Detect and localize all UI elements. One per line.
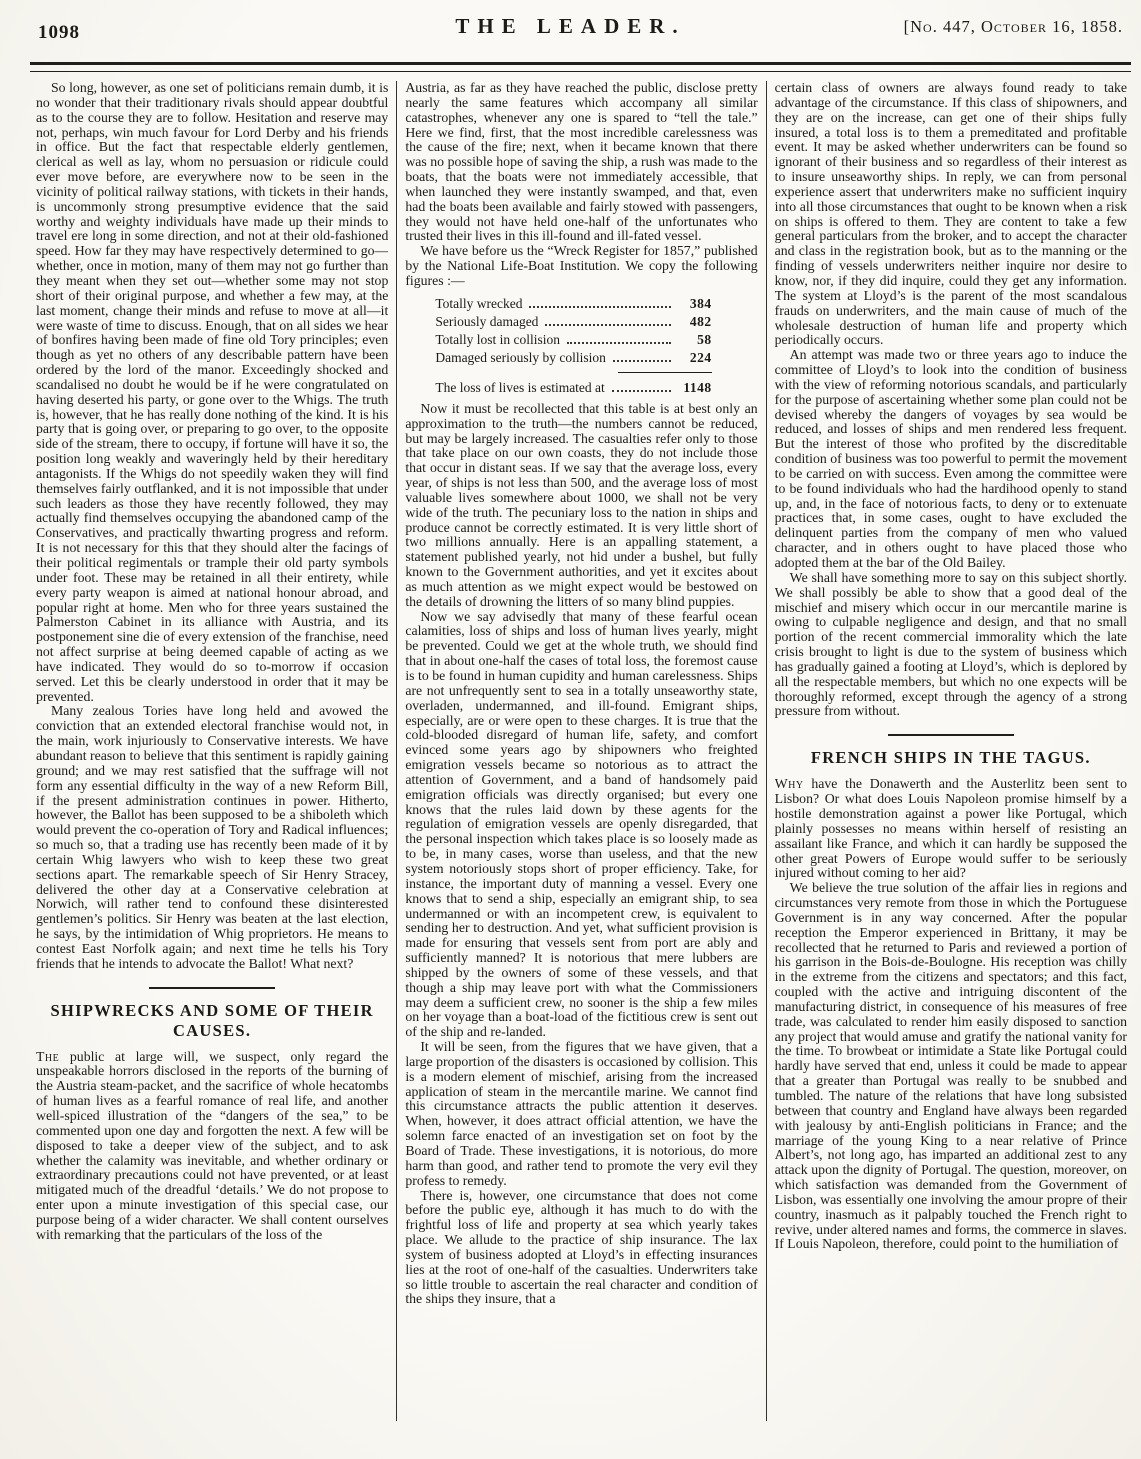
shipwrecks-heading: SHIPWRECKS AND SOME OF THEIR CAUSES. bbox=[50, 1000, 374, 1040]
article-divider bbox=[149, 987, 275, 989]
table-row bbox=[435, 349, 757, 367]
dotted-leader bbox=[529, 306, 670, 308]
column-1 bbox=[36, 81, 388, 1453]
paragraph-text: public at large will, we suspect, only regard the unspeakable horrors disclosed in the reports of the burning of the Austria steam-packet, and the sacrifice of whole hecatombs of human lives as a fearful romance of real life, and another well-spiced illustration of the “dangers of the sea,” to be commented upon one day and forgotten the next. A few will be disposed to take a deeper view of the subject, and to ask whether the calamity was inevitable, and whether ordinary or extraordinary precautions could not have prevented, or at least mitigated much of the dreadful ‘details.’ We do not propose to enter upon a minute investigation of this special case, our purpose being of a wider character. We shall content ourselves with remarking that the particulars of the loss of the bbox=[36, 1048, 389, 1242]
dotted-leader bbox=[612, 390, 671, 392]
table-row-label: Seriously damaged bbox=[435, 313, 539, 329]
dotted-leader bbox=[567, 342, 671, 344]
leader-paragraph-1: So long, however, as one set of politicians remain dumb, it is no wonder that their traditionary rivals should appear doubtful as to the course they are to follow. Hesitation and reserve may not, perhaps, win much favour for Lord Derby and his friends in office. But the fact that respectable elderly gentlemen, clerical as well as lay, whom no persuasion or ridicule could ever move before, are everywhere now to be seen in the vicinity of political railway stations, with tickets in their hands, is uncommonly strong presumptive evidence that the said worthy and weighty individuals have made up their minds to travel ere long in some direction, and not at their old-fashioned speed. How far they may have respectively determined to go—whether, once in motion, many of them may not go further than they meant when they set out—whether some may not stop short of their original purpose, and whether a few may, at the last moment, change their minds and refuse to move at all—it were waste of time to discuss. Enough, that on all sides we hear of bonfires having been made of fine old Tory principles; even though as yet no others of any describable pattern have been ordered by the lord of the manor. Exceedingly shocked and scandalised no doubt he would be if he were congratulated on having deserted his party, or gone over to the Whigs. The truth is, however, that he has really done nothing of the kind. It is his party that is going over, or preparing to go over, to the opposite side of the stream, there to occupy, if fortune will have it so, the position long weakly and waveringly held by their hereditary antagonists. If the Whigs do not speedily waken they will find themselves fairly outflanked, and it is not impossible that under such leaders as those they have recently followed, they may actually find themselves occupying the abandoned camp of the Conservatives, and practically thwarting progress and reform. It is not necessary for this that they should alter the facings of their political regimentals or trample their old party symbols under foot. These may be retained in all their entirety, while every party weapon is aimed at national honour abroad, and popular right at home. Men who for three years sustained the Palmerston Cabinet in its alliance with Austria, and its postponement sine die of every extension of the franchise, need not affect surprise at being deemed capable of acting as we have indicated. They would do so to-morrow if occasion served. Let this be clearly understood in order that it may be prevented. bbox=[36, 81, 389, 704]
shipwrecks-paragraph-6: There is, however, one circumstance that does not come before the public eye, although it has much to do with the frightful loss of life and property at sea which yearly takes place. We allude to the practice of ship insurance. The lax system of business adopted at Lloyd’s in effecting insurances lies at the root of one-half of the casualties. Underwriters take so little trouble to ascertain the real character and condition of the ships they insure, that a bbox=[405, 1187, 758, 1307]
table-total-value: 1148 bbox=[683, 379, 712, 395]
columns-container bbox=[0, 72, 1141, 1453]
french-ships-paragraph-1 bbox=[775, 777, 1127, 881]
shipwrecks-paragraph-4: Now we say advisedly that many of these fearful ocean calamities, loss of ships and loss of human lives yearly, might be prevented. Could we get at the whole truth, we should find that in about one-half the cases of total loss, the foremost cause is to be found in human cupidity and human carelessness. Ships are not unfrequently sent to sea in a totally unseaworthy state, overladen, undermanned, and ill-found. Emigrant ships, especially, are or were open to these charges. It is true that the cold-blooded disregard of human life, safety, and comfort evinced some years ago by shipowners who freighted emigration vessels became so notorious as to attract the attention of Government, and a band of handsomely paid emigration officials was directly organised; but every one knows that the rules laid down by these agents for the regulation of emigration vessels are openly disregarded, that the personal inspection which takes place is so loosely made as to be, in many cases, worse than useless, and that the new system notoriously stops short of proper efficiency. Take, for instance, the important duty of manning a vessel. Every one knows that to send a ship, especially an emigrant ship, to sea undermanned or with an incompetent crew, is equivalent to sending her to destruction. And yet, what sufficient provision is made for ensuring that vessels sent from port are ably and sufficiently manned? It is notorious that mere lubbers are shipped by the owners of some of these vessels, and that though a ship may leave port with what the Commissioners may deem a sufficient crew, no sooner is the ship a few miles on her voyage than a boat-load of the fictitious crew is sent out of the ship and re-landed. bbox=[405, 608, 758, 1040]
table-row bbox=[435, 313, 757, 331]
table-sum-rule bbox=[618, 372, 712, 373]
article-divider bbox=[888, 734, 1014, 736]
shipwrecks-paragraph-2: We have before us the “Wreck Register for 1857,” published by the National Life-Boat Institution. We copy the following figures :— bbox=[405, 243, 758, 288]
lead-word: The bbox=[36, 1048, 60, 1064]
column-3 bbox=[775, 81, 1127, 1453]
header-rule bbox=[30, 62, 1131, 72]
page-header bbox=[0, 0, 1141, 62]
paragraph-text: have the Donawerth and the Austerlitz been sent to Lisbon? Or what does Louis Napoleon promise himself by a hostile demonstration against a power like Portugal, which plainly possesses no means within herself of resisting an assailant like France, and which it can hardly be supposed the other great Powers of Europe would suffer to be seriously injured without coming to her aid? bbox=[774, 776, 1127, 881]
shipwrecks-paragraph-8: We shall have something more to say on this subject shortly. We shall possibly be able to show that a good deal of the mischief and misery which occur in our mercantile marine is owing to culpable negligence and design, and that no small portion of the recent commercial immorality which the late crisis brought to light is due to the system of business which has gradually gained a footing at Lloyd’s, which is deplored by all the respectable members, but which no one expects will be thoroughly reformed, except through the agency of a strong pressure from without. bbox=[774, 569, 1127, 719]
column-rule-1 bbox=[396, 81, 397, 1421]
masthead-title: THE LEADER. bbox=[455, 14, 686, 38]
dotted-leader bbox=[545, 324, 670, 326]
table-row-value: 58 bbox=[697, 331, 712, 347]
wreck-register-table bbox=[435, 295, 757, 397]
table-row bbox=[435, 295, 757, 313]
table-row-value: 482 bbox=[689, 313, 712, 329]
table-row-value: 384 bbox=[689, 295, 712, 311]
table-row-label: Damaged seriously by collision bbox=[435, 349, 606, 365]
leader-paragraph-2: Many zealous Tories have long held and avowed the conviction that an extended electoral franchise would not, in the main, work injuriously to Conservative interests. We have abundant reason to believe that this sentiment is rapidly gaining ground; and we may rest satisfied that the suffrage will not form any essential difficulty in the way of a new Reform Bill, if the present administration continues in power. Hitherto, however, the Ballot has been supposed to be a shiboleth which would prevent the co-operation of Tory and Radical influences; so much so, that a trading use has recently been made of it by certain Whig lawyers who wish to keep these two great sections apart. The remarkable speech of Sir Henry Stracey, delivered the other day at a Conservative celebration at Norwich, will rather tend to confound these disinterested gentlemen’s politics. Sir Henry was beaten at the last election, he says, by the intimidation of Whig proprietors. He means to contest East Norfolk again; and next time he tells his Tory friends that he intends to advocate the Ballot! What next? bbox=[36, 703, 389, 971]
dotted-leader bbox=[613, 360, 671, 362]
table-total-label: The loss of lives is estimated at bbox=[435, 379, 605, 395]
table-row-label: Totally lost in collision bbox=[435, 331, 561, 347]
shipwrecks-paragraph-1-continued: Austria, as far as they have reached the public, disclose pretty nearly the same features which accompany all similar catastrophes, whenever any one is spared to “tell the tale.” Here we find, first, that the most incredible carelessness was the cause of the fire; next, when it became known that there was no possible hope of saving the ship, a rush was made to the boats, that the boats were not immediately accessible, that when launched they were instantly swamped, and that, even had the boats been available and fairly stowed with passengers, they would not have held one-half of the unfortunates who trusted their lives in this ill-found and ill-fated vessel. bbox=[405, 81, 758, 244]
page-number: 1098 bbox=[38, 22, 80, 43]
column-2 bbox=[405, 81, 757, 1453]
table-row bbox=[435, 331, 757, 349]
french-ships-paragraph-2: We believe the true solution of the affair lies in regions and circumstances very remote from those in which the Portuguese Government is in any way concerned. After the popular reception the Emperor experienced in Brittany, it may be recollected that he returned to Paris and reviewed a portion of his garrison in the Bois-de-Boulogne. His reception was chilly in the extreme from the citizens and spectators; and this fact, coupled with the active and intriguing discontent of the manufacturing district, in consequence of his measures of free trade, was calculated to render him easily disposed to sanction any project that would amuse and gratify the national vanity for the time. To browbeat or intimidate a State like Portugal could hardly have served that end, unless it could be made to appear that a greater than Portugal was really to be snubbed and tumbled. The nature of the relations that have long subsisted between that country and England have always been regarded with jealousy by anti-English politicians in France; and the marriage of the young King to a near relative of Prince Albert’s, not long ago, has imparted an additional zest to any attack upon the dignity of Portugal. The question, moreover, on which satisfaction was demanded from the Government of Lisbon, was essentially one involving the amour propre of their country, inasmuch as it palpably touched the French right to revive, under altered names and forms, the commerce in slaves. If Louis Napoleon, therefore, could point to the humiliation of bbox=[774, 880, 1127, 1252]
lead-word: Why bbox=[774, 776, 804, 792]
shipwrecks-paragraph-5: It will be seen, from the figures that we have given, that a large proportion of the disasters is occasioned by collision. This is a modern element of mischief, arising from the increased application of steam in the mercantile marine. We cannot find this circumstance attracts the public attention it deserves. When, however, it does attract official attention, we have the solemn farce enacted of an investigation set on foot by the Board of Trade. These investigations, it is notorious, do more harm than good, and rather tend to promote the very evil they profess to remedy. bbox=[405, 1039, 758, 1188]
shipwrecks-paragraph-6-continued: certain class of owners are always found ready to take advantage of the circumstance. If this class of shipowners, and they are on the increase, can get one of their ships fully insured, a total loss is to them a premeditated and profitable event. It may be asked whether underwriters can be found so ignorant of their business and so regardless of their interest as to insure unseaworthy ships. In reply, we can from personal experience assert that underwriters make no sufficient inquiry into all those circumstances that ought to be known when a risk on ships is offered to them. They are content to take a few general particulars from the broker, and to accept the character and class in the registration book, but as to the manning or the finding of vessels underwriters neither inquire nor desire to know, nor, if they did inquire, could they get any information. The system at Lloyd’s is the parent of the most scandalous frauds on underwriters, and the main cause of much of the wholesale destruction of human life and property which periodically occurs. bbox=[774, 81, 1127, 348]
table-total-row bbox=[435, 379, 757, 397]
column-rule-2 bbox=[766, 81, 767, 1421]
shipwrecks-paragraph-7: An attempt was made two or three years ago to induce the committee of Lloyd’s to look into the condition of business with the view of reforming notorious scandals, and particularly for the purpose of ascertaining whether some plan could not be devised whereby the dangers of voyages by sea would be reduced, and losses of ships and men rendered less frequent. But the interest of those who profited by the discreditable condition of business was too powerful to permit the movement to be carried on with success. Even among the committee were to be found individuals who had the hardihood openly to stand up, and, in the face of notorious facts, to deny or to extenuate practices that, in some cases, ought to have excluded the delinquent parties from the company of men who valued character, and in others ought to have placed those who adopted them at the bar of the Old Bailey. bbox=[774, 347, 1127, 570]
table-row-value: 224 bbox=[689, 349, 712, 365]
shipwrecks-paragraph-3: Now it must be recollected that this table is at best only an approximation to the truth—the numbers cannot be reduced, but may be largely increased. The casualties refer only to those that take place on our own coasts, they do not include those that occur in distant seas. If we say that the average loss, every year, of ships is not less than 500, and the average loss of most valuable lives somewhere about 1000, we shall not be very wide of the truth. The pecuniary loss to the nation in ships and produce cannot be correctly estimated. It is very little short of two millions annually. Here is an appalling statement, a statement published yearly, not hid under a bushel, but fully known to the Government authorities, and yet it excites about as much attention as we might expect would be bestowed on the details of drowning the litters of so many blind puppies. bbox=[405, 400, 758, 609]
table-row-label: Totally wrecked bbox=[435, 295, 523, 311]
issue-info: [No. 447, October 16, 1858. bbox=[903, 17, 1123, 36]
french-ships-heading: FRENCH SHIPS IN THE TAGUS. bbox=[810, 748, 1091, 768]
shipwrecks-paragraph-1 bbox=[36, 1050, 388, 1243]
